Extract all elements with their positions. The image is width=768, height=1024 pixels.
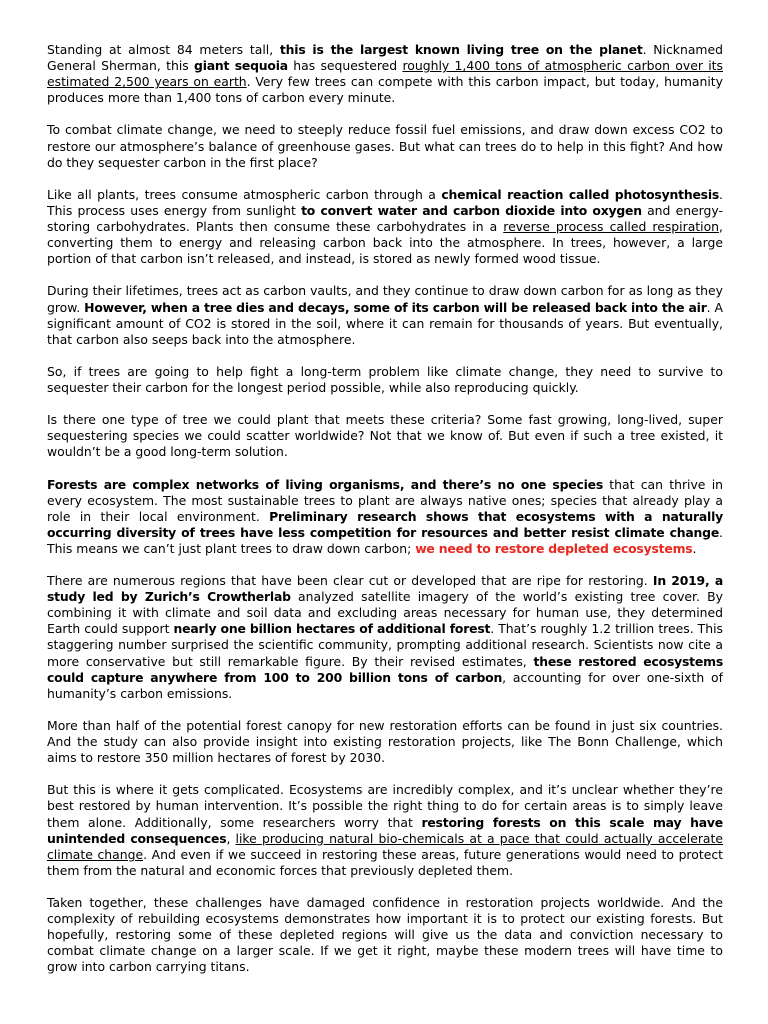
underlined-text: roughly 1,400 tons of atmospheric carbon over its estimated 2,500 years on earth [47,58,723,90]
text-segment: . This process uses energy from sunlight [47,186,723,218]
text-segment: . Very few trees can compete with this carbon impact, but today, humanity produces more than 1,400 tons of carbon every minute. [47,74,723,106]
text-segment: But this is where it gets complicated. Ecosystems are incredibly complex, and it’s unclear whether they’re best restored by human intervention. It’s possible the right thing to do for certain areas is to simply leave them alone. Additionally, some researchers worry that [47,782,723,830]
text-segment: . Nicknamed General Sherman, this [47,42,723,74]
paragraph-11 [47,895,723,975]
paragraph-8 [47,573,723,702]
text-segment: . A significant amount of CO2 is stored in the soil, where it can remain for thousands of years. But eventually, that carbon also seeps back into the atmosphere. [47,299,724,347]
text-segment: Like all plants, trees consume atmospheric carbon through a [47,186,442,202]
bold-text: nearly one billion hectares of additional forest [173,621,491,637]
text-segment: and energy-storing carbohydrates. Plants then consume these carbohydrates in a [47,202,724,235]
paragraph-2 [47,122,723,170]
text-segment: . That’s roughly 1.2 trillion trees. This staggering number surprised the scientific community, prompting additional research. Scientists now cite a more conservative but still remarkable figure. By their revised estimates, [47,621,724,669]
bold-text: Forests are complex networks of living organisms, and there’s no one species [47,476,604,492]
paragraph-7 [47,477,723,557]
text-segment: . This means we can’t just plant trees to draw down carbon; [47,524,723,556]
text-segment: During their lifetimes, trees act as carbon vaults, and they continue to draw down carbon for as long as they grow. [47,283,723,315]
bold-text: However, when a tree dies and decays, some of its carbon will be released back into the air [84,299,707,315]
bold-text: to convert water and carbon dioxide into oxygen [301,202,642,218]
bold-text: restoring forests on this scale may have unintended consequences [47,814,723,846]
text-segment: More than half of the potential forest canopy for new restoration efforts can be found in just six countries. And the study can also provide insight into existing restoration projects, like The Bonn Challenge, which aims to restore 350 million hectares of forest by 2030. [47,717,723,766]
text-segment: has sequestered [287,58,403,74]
text-segment: To combat climate change, we need to steeply reduce fossil fuel emissions, and draw down excess CO2 to restore our atmosphere’s balance of greenhouse gases. But what can trees do to help in this fight? And how do they sequester carbon in the first place? [47,122,723,170]
paragraph-1 [47,42,723,106]
text-segment: that can thrive in every ecosystem. The most sustainable trees to plant are always native ones; species that already play a role in their local environment. [47,476,723,524]
text-segment: . And even if we succeed in restoring these areas, future generations would need to protect them from the natural and economic forces that previously depleted them. [47,846,723,878]
underlined-text: reverse process called respiration [503,219,720,235]
paragraph-5 [47,364,723,396]
paragraph-3 [47,187,723,267]
text-segment: , accounting for over one-sixth of humanity’s carbon emissions. [47,669,723,701]
bold-text: giant sequoia [194,58,288,74]
bold-text: Preliminary research shows that ecosystems with a naturally occurring diversity of trees have less competition for resources and better resist climate change [47,508,723,540]
text-segment: So, if trees are going to help fight a long-term problem like climate change, they need to survive to sequester their carbon for the longest period possible, while also reproducing quickly. [47,363,723,395]
bold-text: these restored ecosystems could capture anywhere from 100 to 200 billion tons of carbon [47,653,723,685]
text-segment: , converting them to energy and releasing carbon back into the atmosphere. In trees, however, a large portion of that carbon isn’t released, and instead, is stored as newly formed wood tissue. [47,219,723,267]
paragraph-10 [47,782,723,879]
text-segment: Taken together, these challenges have damaged confidence in restoration projects worldwide. And the complexity of rebuilding ecosystems demonstrates how important it is to protect our existing forests. But hopefully, restoring some of these depleted regions will give us the data and conviction necessary to combat climate change on a larger scale. If we get it right, maybe these modern trees will have time to grow into carbon carrying titans. [47,894,723,975]
highlighted-red-text: we need to restore depleted ecosystems [415,540,693,556]
text-segment: There are numerous regions that have been clear cut or developed that are ripe for restoring. [47,573,653,589]
bold-text: In 2019, a study led by Zurich’s Crowtherlab [47,573,723,605]
underlined-text: like producing natural bio-chemicals at a pace that could actually accelerate climate change [47,830,723,862]
paragraph-9 [47,718,723,766]
text-segment: , [226,830,236,846]
text-segment: analyzed satellite imagery of the world’s existing tree cover. By combining it with climate and soil data and excluding areas necessary for human use, they determined Earth could support [47,589,724,637]
text-segment: Standing at almost 84 meters tall, [47,42,280,57]
bold-text: this is the largest known living tree on the planet [279,42,643,57]
paragraph-4 [47,283,723,347]
text-segment: Is there one type of tree we could plant that meets these criteria? Some fast growing, long-lived, super sequestering species we could scatter worldwide? Not that we know of. But even if such a tree existed, it wouldn’t be a good long-term solution. [47,412,723,460]
text-segment: . [692,540,697,556]
bold-text: chemical reaction called photosynthesis [441,186,720,202]
paragraph-6 [47,412,723,460]
